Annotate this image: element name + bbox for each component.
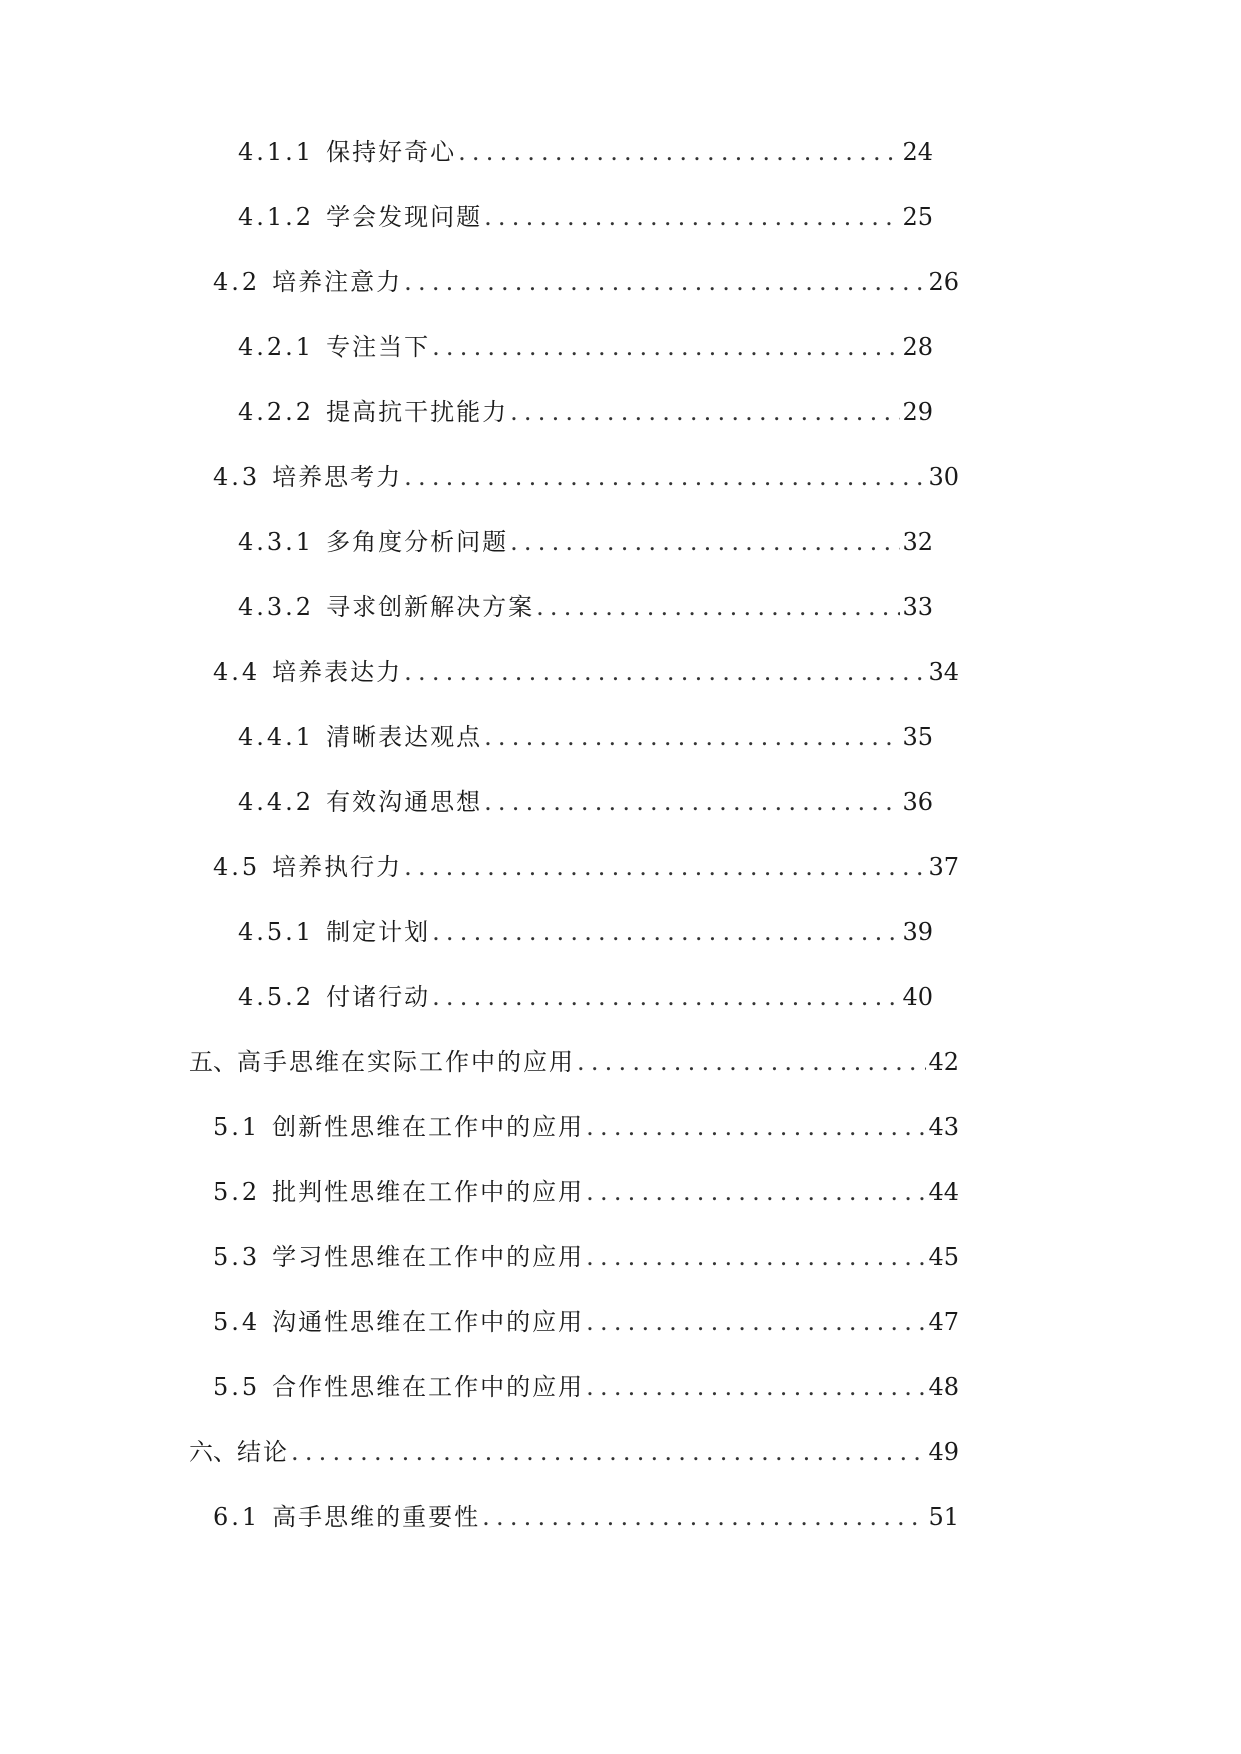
toc-dot-leader (482, 722, 900, 752)
toc-dot-leader (482, 787, 900, 817)
toc-entry-page: 34 (928, 658, 959, 686)
toc-entry-page: 43 (928, 1113, 959, 1141)
toc-entry-title: 沟通性思维在工作中的应用 (272, 1308, 585, 1336)
toc-entry-number: 4.3.2 (238, 593, 315, 621)
toc-entry-page: 28 (902, 333, 933, 361)
toc-entry-title: 结论 (237, 1438, 289, 1466)
toc-entry-number: 4.2 (213, 268, 261, 296)
toc-entry-page: 36 (902, 788, 933, 816)
toc-entry[interactable] (0, 1307, 959, 1372)
table-of-contents (0, 137, 1241, 1567)
toc-entry-number: 4.3.1 (238, 528, 315, 556)
toc-entry-page: 33 (902, 593, 933, 621)
toc-entry-number: 六、 (189, 1438, 237, 1466)
toc-dot-leader (508, 527, 900, 557)
toc-entry-title: 学习性思维在工作中的应用 (272, 1243, 585, 1271)
toc-entry-number: 4.2.2 (238, 398, 315, 426)
toc-entry[interactable] (0, 917, 933, 982)
toc-entry-title: 专注当下 (326, 333, 431, 361)
toc-entry-title: 制定计划 (326, 918, 431, 946)
toc-entry-page: 44 (928, 1178, 959, 1206)
toc-entry[interactable] (0, 202, 933, 267)
toc-entry[interactable] (0, 787, 933, 852)
toc-entry-page: 45 (928, 1243, 959, 1271)
toc-entry-number: 4.4 (213, 658, 261, 686)
toc-entry-number: 4.3 (213, 463, 261, 491)
toc-entry[interactable] (0, 137, 933, 202)
toc-dot-leader (508, 397, 900, 427)
toc-entry-number: 5.5 (213, 1373, 261, 1401)
toc-entry[interactable] (0, 592, 933, 657)
toc-entry-title: 培养执行力 (272, 853, 403, 881)
toc-entry[interactable] (0, 722, 933, 787)
toc-entry-number: 4.5.2 (238, 983, 315, 1011)
toc-dot-leader (584, 1372, 926, 1402)
toc-dot-leader (430, 917, 900, 947)
toc-entry-number: 6.1 (213, 1503, 261, 1531)
toc-entry-number: 5.4 (213, 1308, 261, 1336)
toc-dot-leader (584, 1242, 926, 1272)
toc-dot-leader (584, 1112, 926, 1142)
toc-entry-title: 高手思维的重要性 (272, 1503, 481, 1531)
toc-entry-page: 24 (902, 138, 933, 166)
toc-dot-leader (402, 267, 926, 297)
toc-entry[interactable] (0, 332, 933, 397)
toc-entry-number: 5.1 (213, 1113, 261, 1141)
toc-entry-number: 4.4.1 (238, 723, 315, 751)
toc-entry-title: 提高抗干扰能力 (326, 398, 509, 426)
toc-entry-title: 学会发现问题 (326, 203, 483, 231)
toc-entry-number: 5.3 (213, 1243, 261, 1271)
toc-entry-title: 培养注意力 (272, 268, 403, 296)
toc-entry-page: 51 (928, 1503, 959, 1531)
toc-dot-leader (430, 982, 900, 1012)
toc-entry[interactable] (0, 462, 959, 527)
toc-entry[interactable] (0, 527, 933, 592)
toc-entry-title: 付诸行动 (326, 983, 431, 1011)
toc-entry-title: 有效沟通思想 (326, 788, 483, 816)
toc-entry-page: 29 (902, 398, 933, 426)
toc-entry-page: 35 (902, 723, 933, 751)
toc-entry-number: 4.5.1 (238, 918, 315, 946)
toc-dot-leader (289, 1437, 926, 1467)
toc-entry-number: 4.4.2 (238, 788, 315, 816)
toc-entry-number: 五、 (189, 1048, 237, 1076)
toc-entry-number: 4.1.2 (238, 203, 315, 231)
toc-entry-page: 48 (928, 1373, 959, 1401)
toc-dot-leader (575, 1047, 926, 1077)
toc-dot-leader (584, 1177, 926, 1207)
toc-entry-page: 39 (902, 918, 933, 946)
toc-entry-page: 26 (928, 268, 959, 296)
toc-entry-number: 5.2 (213, 1178, 261, 1206)
toc-entry-page: 40 (902, 983, 933, 1011)
toc-entry-number: 4.2.1 (238, 333, 315, 361)
toc-entry[interactable] (0, 1047, 959, 1112)
toc-dot-leader (456, 137, 900, 167)
toc-entry-number: 4.5 (213, 853, 261, 881)
toc-entry-page: 47 (928, 1308, 959, 1336)
toc-entry-title: 合作性思维在工作中的应用 (272, 1373, 585, 1401)
toc-entry-page: 25 (902, 203, 933, 231)
toc-entry-page: 42 (928, 1048, 959, 1076)
toc-entry[interactable] (0, 1177, 959, 1242)
toc-entry-title: 寻求创新解决方案 (326, 593, 535, 621)
toc-dot-leader (584, 1307, 926, 1337)
toc-entry[interactable] (0, 1437, 959, 1502)
toc-dot-leader (480, 1502, 926, 1532)
toc-dot-leader (534, 592, 900, 622)
toc-entry-title: 培养思考力 (272, 463, 403, 491)
toc-entry[interactable] (0, 852, 959, 917)
toc-entry[interactable] (0, 657, 959, 722)
toc-dot-leader (482, 202, 900, 232)
toc-entry[interactable] (0, 1112, 959, 1177)
toc-entry-page: 37 (928, 853, 959, 881)
toc-entry-page: 30 (928, 463, 959, 491)
toc-entry-title: 培养表达力 (272, 658, 403, 686)
toc-entry-page: 49 (928, 1438, 959, 1466)
toc-entry[interactable] (0, 267, 959, 332)
toc-dot-leader (402, 852, 926, 882)
toc-entry[interactable] (0, 397, 933, 462)
toc-entry[interactable] (0, 1372, 959, 1437)
toc-entry-title: 保持好奇心 (326, 138, 457, 166)
toc-entry[interactable] (0, 1502, 959, 1567)
toc-entry-title: 高手思维在实际工作中的应用 (237, 1048, 575, 1076)
toc-entry-number: 4.1.1 (238, 138, 315, 166)
toc-entry[interactable] (0, 982, 933, 1047)
toc-entry[interactable] (0, 1242, 959, 1307)
toc-entry-title: 批判性思维在工作中的应用 (272, 1178, 585, 1206)
toc-entry-page: 32 (902, 528, 933, 556)
toc-entry-title: 清晰表达观点 (326, 723, 483, 751)
toc-dot-leader (402, 657, 926, 687)
toc-dot-leader (402, 462, 926, 492)
toc-dot-leader (430, 332, 900, 362)
toc-entry-title: 创新性思维在工作中的应用 (272, 1113, 585, 1141)
toc-entry-title: 多角度分析问题 (326, 528, 509, 556)
